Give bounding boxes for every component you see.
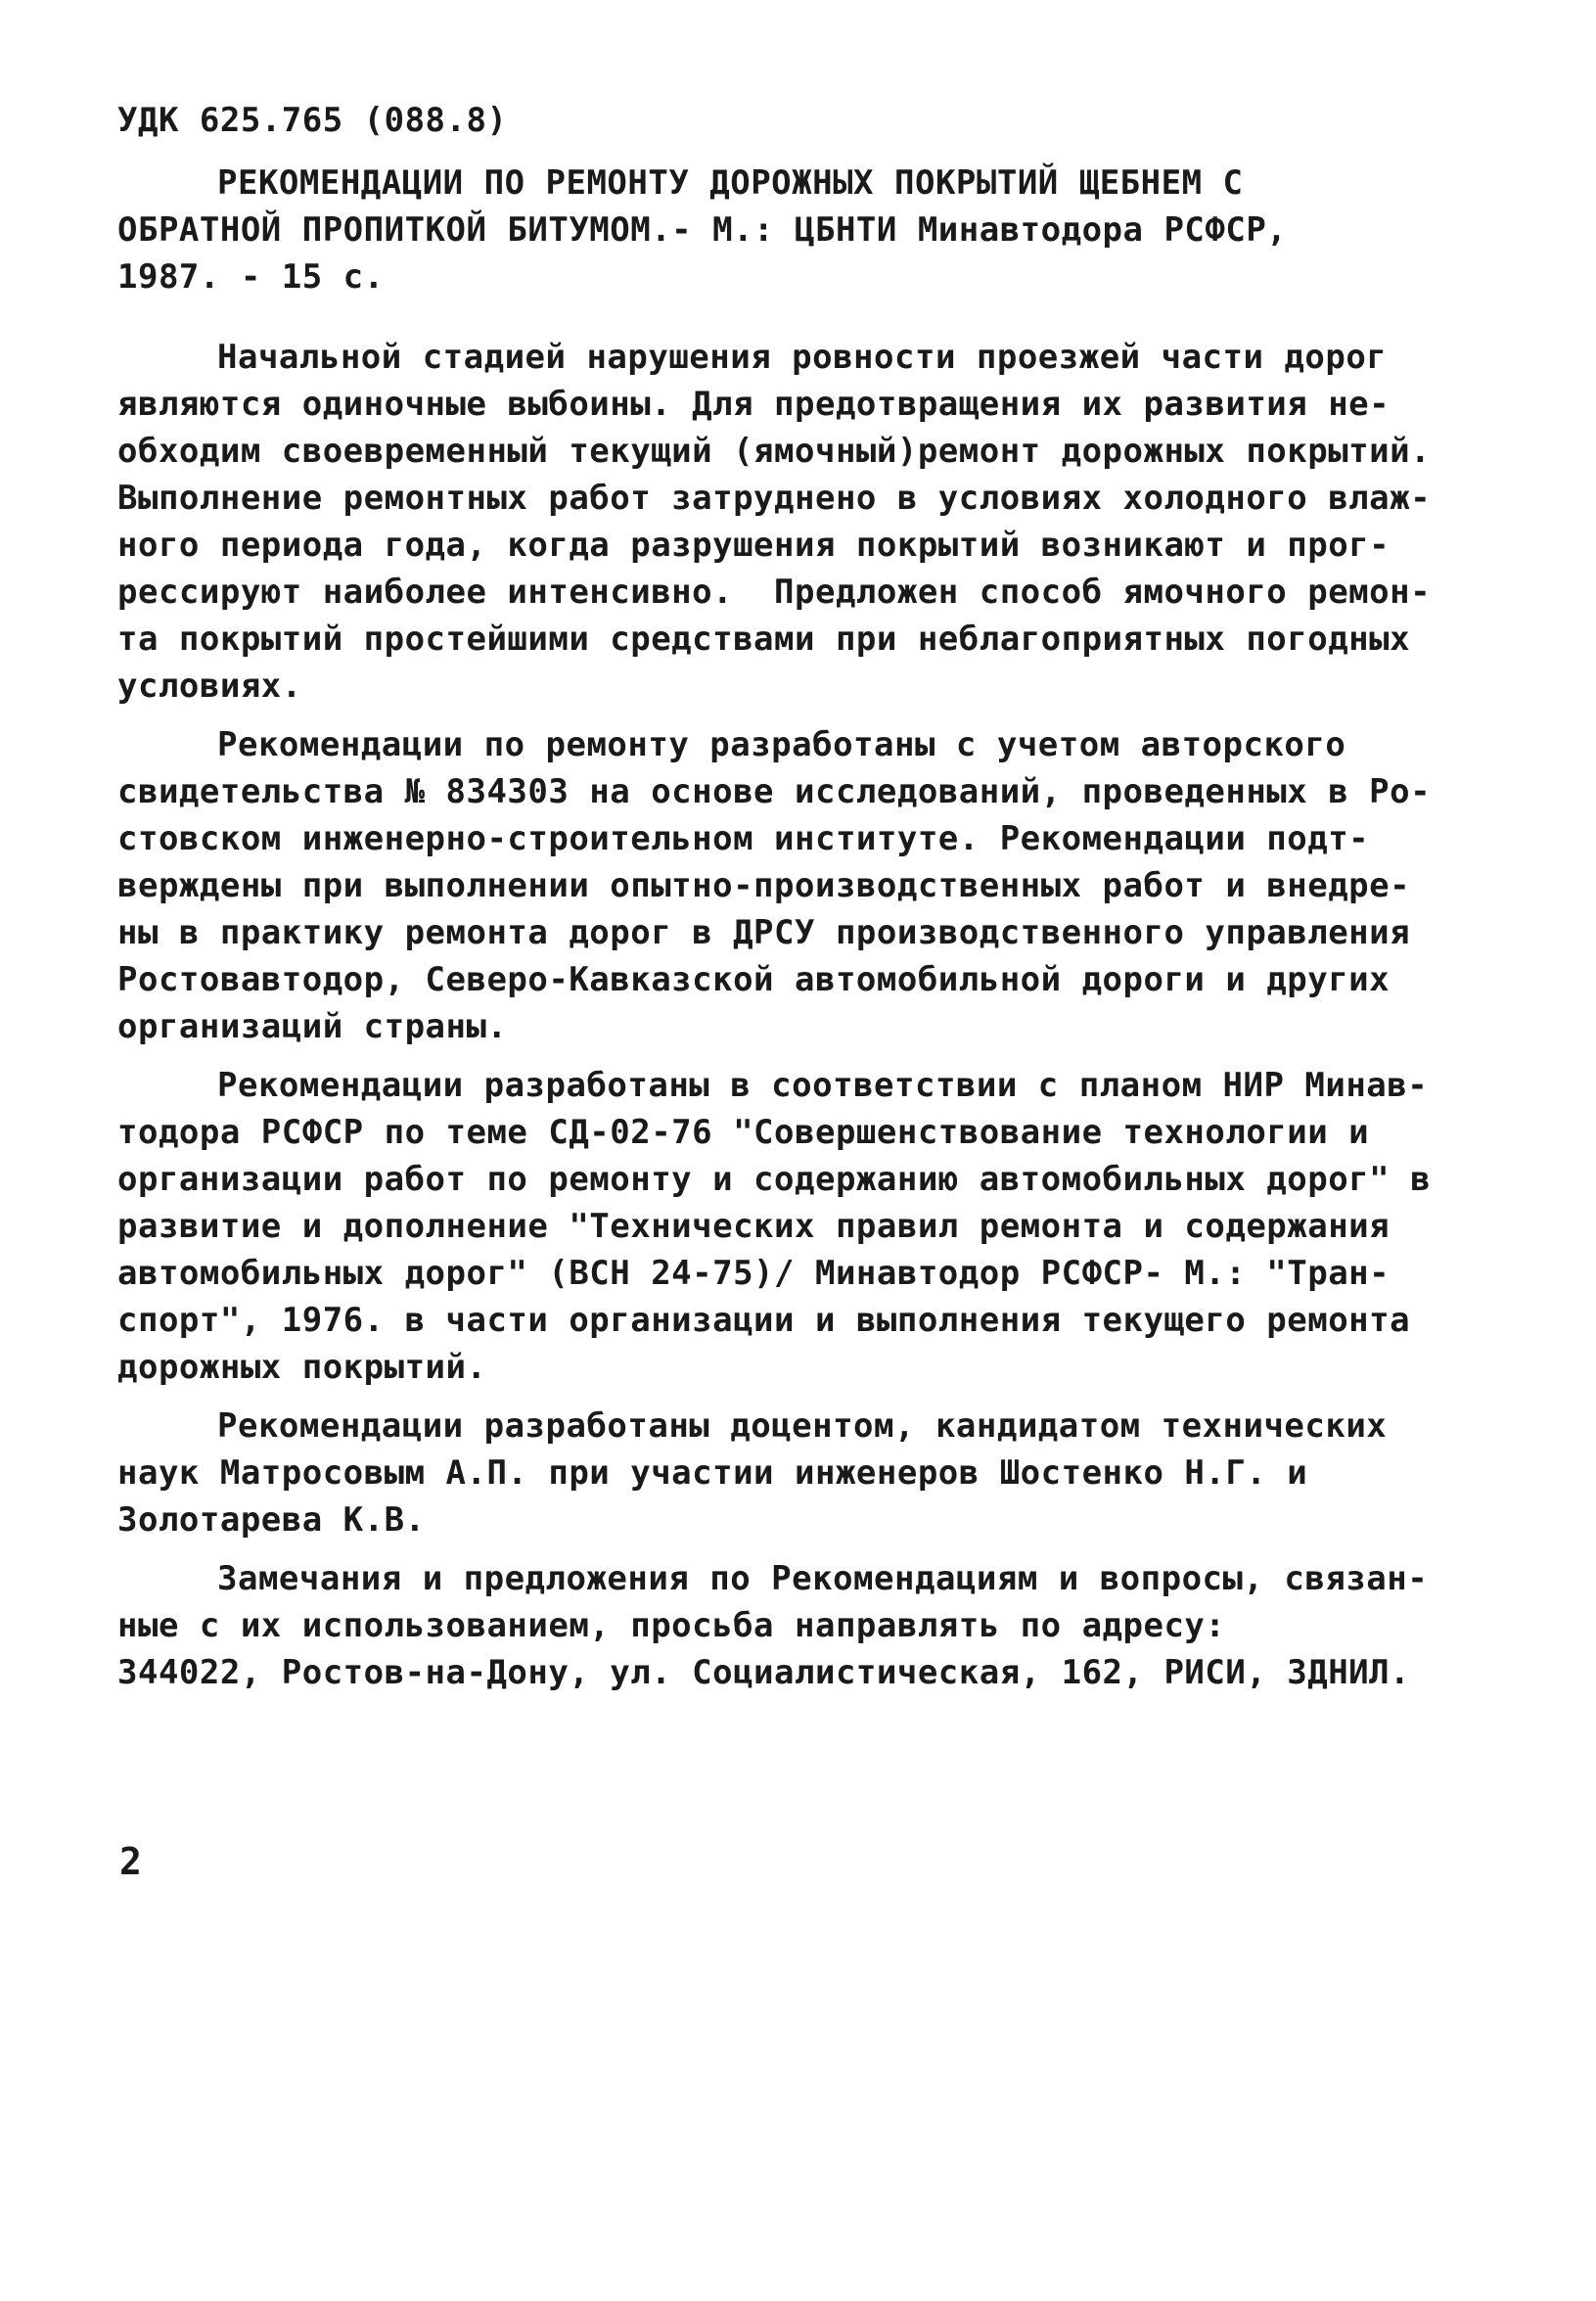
paragraph-line: Золотарева К.В. [117,1500,426,1540]
paragraph-line: 344022, Ростов-на-Дону, ул. Социалистическая, 162, РИСИ, ЗДНИЛ. [117,1653,1411,1692]
paragraph-line: тодора РСФСР по теме СД-02-76 "Совершенствование технологии и [117,1113,1370,1152]
paragraph-line: Рекомендации разработаны доцентом, кандидатом технических [217,1406,1388,1446]
heading-line-1: РЕКОМЕНДАЦИИ ПО РЕМОНТУ ДОРОЖНЫХ ПОКРЫТИЙ ЩЕБНЕМ С [217,163,1244,203]
paragraph-line: условиях. [117,667,302,706]
paragraph-line: являются одиночные выбоины. Для предотвращения их развития не- [117,385,1391,424]
paragraph-line: дорожных покрытий. [117,1348,487,1387]
paragraph-line: свидетельства № 834303 на основе исследований, проведенных в Ро- [117,772,1432,811]
paragraph-line: организации работ по ремонту и содержанию автомобильных дорог" в [117,1160,1432,1199]
paragraph-line: Ростовавтодор, Северо-Кавказской автомобильной дороги и других [117,960,1391,999]
paragraph-line: ны в практику ремонта дорог в ДРСУ производственного управления [117,913,1411,952]
paragraph-line: обходим своевременный текущий (ямочный)ремонт дорожных покрытий. [117,432,1432,471]
paragraph-line: наук Матросовым А.П. при участии инженеров Шостенко Н.Г. и [117,1453,1308,1493]
paragraph-line: ные с их использованием, просьба направлять по адресу: [117,1606,1226,1645]
paragraph-line: Выполнение ремонтных работ затруднено в условиях холодного влаж- [117,479,1432,518]
page-number: 2 [119,1840,143,1883]
paragraph-line: верждены при выполнении опытно-производственных работ и внедре- [117,866,1411,905]
paragraph-line: развитие и дополнение "Технических правил ремонта и содержания [117,1207,1391,1246]
paragraph-line: рессируют наиболее интенсивно. Предложен способ ямочного ремон- [117,573,1432,612]
paragraph-line: Рекомендации по ремонту разработаны с учетом авторского [217,725,1346,764]
udk-code: УДК 625.765 (088.8) [117,101,508,140]
heading-line-3: 1987. - 15 с. [117,257,385,297]
paragraph-line: та покрытий простейшими средствами при неблагоприятных погодных [117,620,1411,659]
paragraph-line: Замечания и предложения по Рекомендациям и вопросы, связан- [217,1559,1429,1598]
paragraph-line: Рекомендации разработаны в соответствии с планом НИР Минав- [217,1066,1429,1105]
heading-line-2: ОБРАТНОЙ ПРОПИТКОЙ БИТУМОМ.- М.: ЦБНТИ Минавтодора РСФСР, [117,210,1288,250]
paragraph-line: ного периода года, когда разрушения покрытий возникают и прог- [117,526,1391,565]
paragraph-line: стовском инженерно-строительном институте. Рекомендации подт- [117,819,1370,858]
paragraph-line: автомобильных дорог" (ВСН 24-75)/ Минавтодор РСФСР- М.: "Тран- [117,1254,1391,1293]
paragraph-line: Начальной стадией нарушения ровности проезжей части дорог [217,338,1388,377]
paragraph-line: спорт", 1976. в части организации и выполнения текущего ремонта [117,1301,1411,1340]
paragraph-line: организаций страны. [117,1007,508,1046]
